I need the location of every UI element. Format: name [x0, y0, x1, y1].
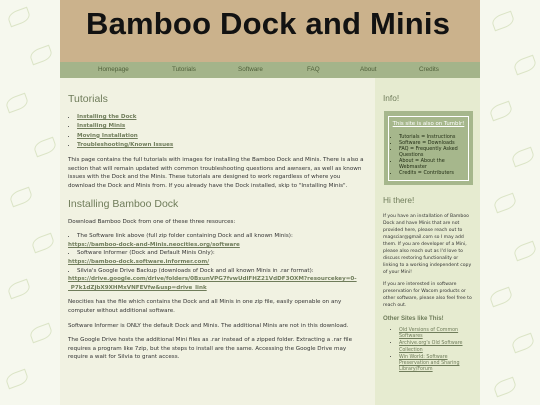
- download-sources-list: [68, 232, 367, 292]
- toc-link-installing-minis[interactable]: Installing Minis: [77, 123, 126, 130]
- page-container: [60, 0, 480, 405]
- list-item: • Software = Downloads: [399, 140, 465, 146]
- table-of-contents: [68, 113, 367, 150]
- site-link-old-versions[interactable]: Old Versions of Common Softwares: [399, 328, 459, 340]
- source-description: The Software link above (full zip folder containing Dock and all known Minis):: [77, 233, 293, 240]
- info-list: [392, 134, 465, 176]
- list-item: • Tutorials = Instructions: [399, 134, 465, 140]
- source-description: Software Informer (Dock and Default Minis Only):: [77, 250, 215, 257]
- info-heading: Info!: [383, 93, 400, 103]
- sidebar: [375, 78, 480, 405]
- nav-software[interactable]: Software: [238, 66, 263, 73]
- hi-paragraph-contact: If you have an installation of Bamboo Dock and have Minis that are not provided here, please reach out to magsciar@gmail.com so I may add them. If you are developer of a Mini, please also reach out as I'd love to discuss restoring functionality or linking to a working independent copy of your Mini!: [383, 214, 472, 275]
- section-heading: Installing Bamboo Dock: [68, 197, 179, 210]
- toc-item: [77, 122, 367, 131]
- nav-faq[interactable]: FAQ: [307, 66, 320, 73]
- source-link-informer[interactable]: https://bamboo-dock.software.informer.com/: [68, 258, 210, 265]
- toc-link-installing-dock[interactable]: Installing the Dock: [77, 114, 137, 120]
- nav-bar: [60, 62, 480, 78]
- nav-tutorials[interactable]: Tutorials: [172, 66, 196, 73]
- source-link-google-drive[interactable]: https://drive.google.com/drive/folders/0BxunVPG7fvwUdlFHZ21VdDF3OXM?resourcekey=0-_P7k1dZjbX9XHMxVNFEVfw&usp=drive_link: [68, 276, 357, 291]
- page-heading: Tutorials: [68, 93, 108, 105]
- list-item: • About = About the Webmaster: [399, 158, 465, 170]
- nav-about[interactable]: About: [360, 66, 377, 73]
- toc-link-troubleshooting[interactable]: Troubleshooting/Known Issues: [77, 141, 174, 148]
- list-item: [399, 341, 473, 353]
- intro-paragraph: This page contains the full tutorials with images for installing the Bamboo Dock and Minis. There is also a section that will remain updated with common troubleshooting questions and awnsers, as well as known issues with the Dock and the Minis. These tutorials are designed to work regardless of where you download the Dock and Minis from. If you already have the Dock installed, skip to "Installing Minis".: [68, 157, 364, 189]
- list-item: [68, 232, 367, 249]
- list-item: [399, 355, 473, 374]
- toc-item: [77, 141, 367, 150]
- list-item: • FAQ = Frequently Asked Questions: [399, 146, 465, 158]
- tumblr-link[interactable]: This site is also on Tumblr!: [392, 121, 465, 127]
- list-item: [68, 249, 367, 266]
- site-header: [60, 0, 480, 62]
- informer-paragraph: Software Informer is ONLY the default Dock and Minis. The additional Minis are not in this download.: [68, 322, 349, 329]
- list-item: • Credits = Contributers: [399, 170, 465, 176]
- info-box: [384, 111, 473, 185]
- other-sites-heading: Other Sites like This!: [383, 315, 444, 322]
- list-item: [399, 328, 473, 340]
- site-title: Bamboo Dock and Minis: [86, 6, 451, 41]
- nav-credits[interactable]: Credits: [419, 66, 439, 73]
- toc-item: [77, 132, 367, 141]
- site-link-win-world[interactable]: Win World: Software Preservation and Sharing Library/Forum: [399, 354, 460, 373]
- source-description: Silvia's Google Drive Backup (downloads of Dock and all known Minis in .rar format):: [77, 267, 314, 274]
- list-item: [68, 267, 367, 293]
- main-content: [60, 78, 375, 405]
- info-box-inner: [388, 116, 469, 181]
- source-link-neocities[interactable]: https://bamboo-dock-and-Minis.neocities.org/software: [68, 241, 240, 248]
- nav-homepage[interactable]: Homepage: [98, 66, 129, 73]
- toc-link-moving-installation[interactable]: Moving Installation: [77, 132, 138, 139]
- toc-item: [77, 113, 367, 122]
- hi-paragraph-preservation: If you are interested in software preservation for Wacom products or other software, please also feel free to reach out.: [383, 282, 472, 308]
- hi-heading: Hi there!: [383, 195, 415, 205]
- download-intro: Download Bamboo Dock from one of these three resources:: [68, 218, 236, 225]
- other-sites-list: [383, 328, 473, 373]
- neocities-paragraph: Neocities has the file which contains the Dock and all Minis in one zip file, easily openable on any computer without additional software.: [68, 299, 342, 314]
- drive-paragraph: The Google Drive hosts the additional Mini files as .rar instead of a zipped folder. Extracting a .rar file requires a program like 7zip, but the steps to install are the same. Accessing the Google Drive may require a wait for Silvia to grant access.: [68, 337, 353, 361]
- site-link-archive-org[interactable]: Archive.org's Old Software Collection: [399, 341, 463, 353]
